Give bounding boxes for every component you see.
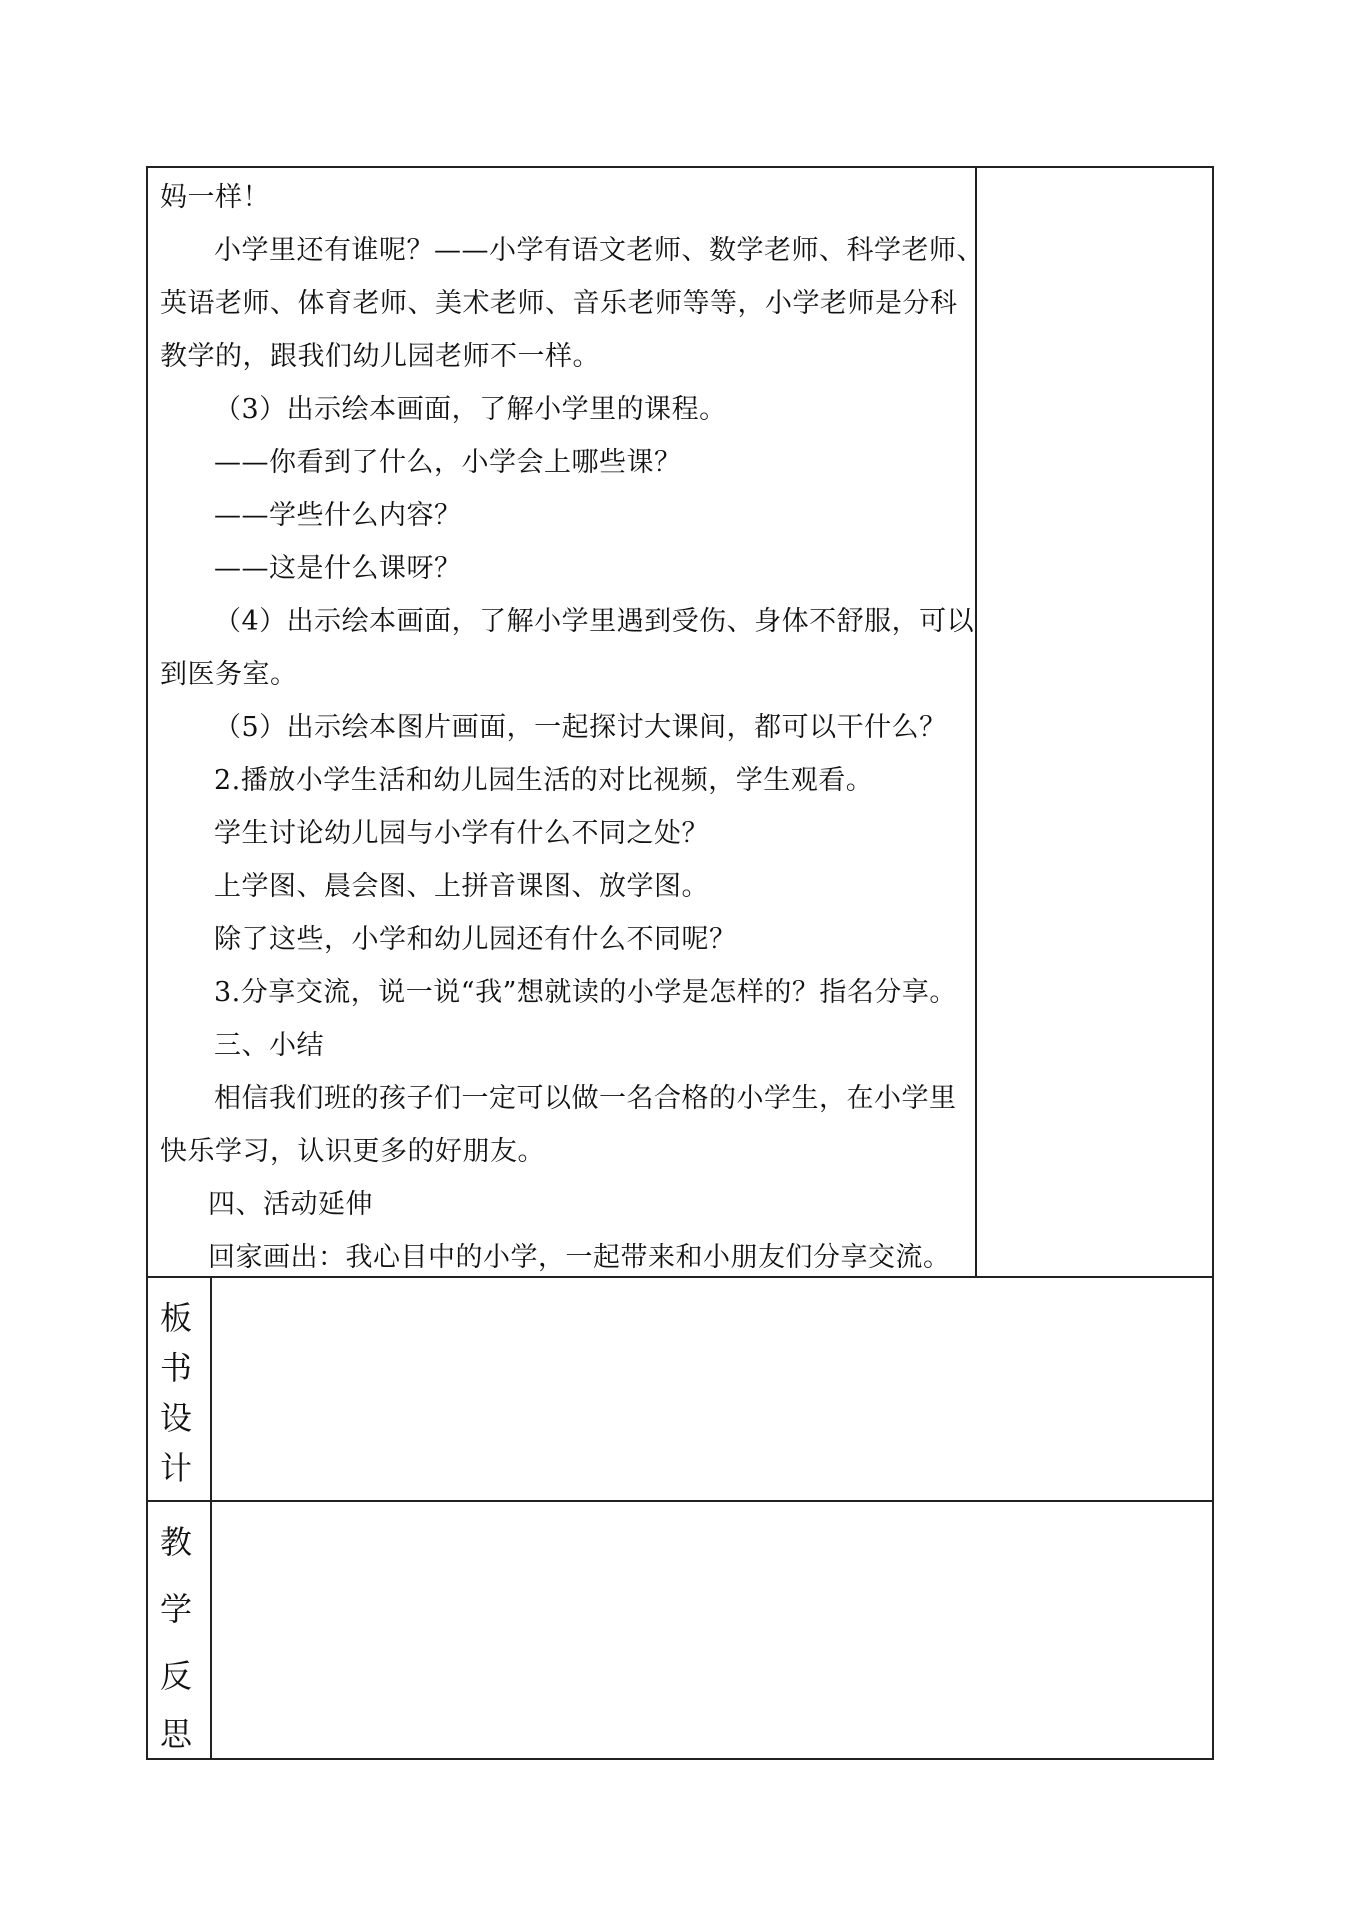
section-heading: 三、小结 <box>214 1030 324 1061</box>
content-line: ——学些什么内容？ <box>214 500 462 531</box>
content-line: 英语老师、体育老师、美术老师、音乐老师等等，小学老师是分科 <box>160 288 958 319</box>
notes-column-divider <box>975 166 977 1278</box>
notes-cell <box>978 169 1211 1275</box>
teaching-reflection-label-char: 学 <box>160 1590 193 1628</box>
content-line: 到医务室。 <box>160 659 298 690</box>
row-divider-board-design <box>146 1276 1214 1278</box>
table-top-border <box>146 166 1214 168</box>
content-line: 学生讨论幼儿园与小学有什么不同之处？ <box>214 818 709 849</box>
content-line: （3）出示绘本画面，了解小学里的课程。 <box>214 394 727 425</box>
teaching-reflection-label-char: 反 <box>160 1657 193 1695</box>
teaching-reflection-content <box>216 1506 1206 1752</box>
board-design-content <box>216 1282 1206 1492</box>
board-design-label-char: 计 <box>160 1449 193 1487</box>
table-right-border <box>1212 166 1214 1760</box>
content-line: 妈一样！ <box>160 182 270 213</box>
content-line: ——这是什么课呀？ <box>214 553 462 584</box>
teaching-reflection-label-char: 思 <box>160 1715 193 1753</box>
content-line: 教学的，跟我们幼儿园老师不一样。 <box>160 341 600 372</box>
content-line: ——你看到了什么，小学会上哪些课？ <box>214 447 682 478</box>
board-design-label-char: 设 <box>160 1399 193 1437</box>
content-line: 2.播放小学生活和幼儿园生活的对比视频，学生观看。 <box>214 765 874 796</box>
content-line: （4）出示绘本画面，了解小学里遇到受伤、身体不舒服，可以 <box>214 606 975 637</box>
content-line: 相信我们班的孩子们一定可以做一名合格的小学生，在小学里 <box>214 1083 957 1114</box>
content-line: 除了这些，小学和幼儿园还有什么不同呢？ <box>214 924 737 955</box>
content-line: 小学里还有谁呢？——小学有语文老师、数学老师、科学老师、 <box>214 235 984 266</box>
content-line: （5）出示绘本图片画面，一起探讨大课间，都可以干什么？ <box>214 712 947 743</box>
content-line: 3.分享交流，说一说“我”想就读的小学是怎样的？指名分享。 <box>214 977 957 1008</box>
content-line: 快乐学习，认识更多的好朋友。 <box>160 1136 545 1167</box>
table-bottom-border <box>146 1758 1214 1760</box>
table-left-border <box>146 166 148 1760</box>
section-heading: 四、活动延伸 <box>208 1189 373 1220</box>
content-line: 上学图、晨会图、上拼音课图、放学图。 <box>214 871 709 902</box>
row-divider-reflection <box>146 1500 1214 1502</box>
teaching-reflection-label-char: 教 <box>160 1523 193 1561</box>
content-line: 回家画出：我心目中的小学，一起带来和小朋友们分享交流。 <box>208 1242 951 1273</box>
label-column-divider <box>210 1276 212 1760</box>
board-design-label-char: 书 <box>160 1349 193 1387</box>
board-design-label-char: 板 <box>160 1299 193 1337</box>
